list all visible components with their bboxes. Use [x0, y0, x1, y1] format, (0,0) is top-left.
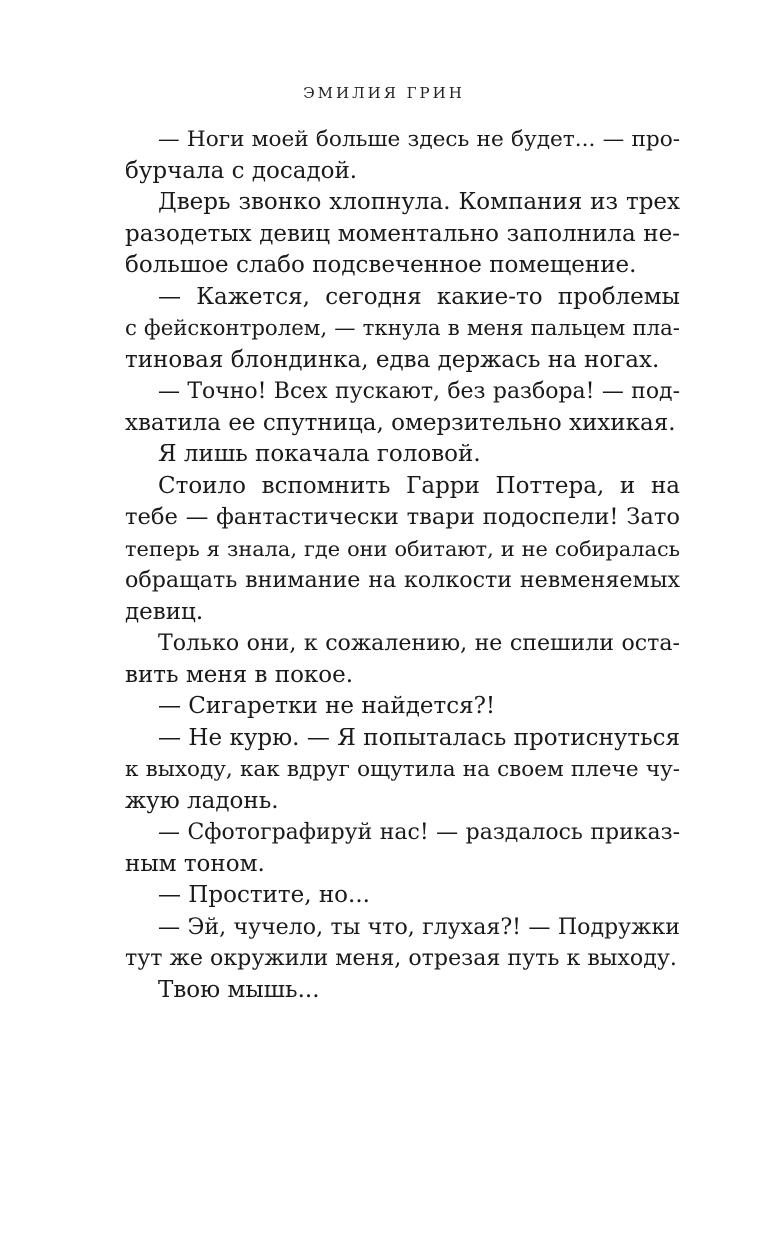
text-line: с фейсконтролем, — ткнула в меня пальцем пла-: [125, 316, 680, 341]
text-line: девиц.: [125, 598, 204, 625]
text-line: ным тоном.: [125, 850, 265, 877]
text-line: хватила ее спутница, омерзительно хихикая.: [125, 409, 676, 436]
text-line: Только они, к сожалению, не спешили оста-: [158, 630, 680, 656]
text-line: тут же окружили меня, отрезая путь к выходу.: [125, 945, 677, 971]
text-line: — Точно! Всех пускают, без разбора! — под-: [158, 379, 680, 404]
text-line: тиновая блондинка, едва держась на ногах.: [125, 346, 660, 373]
running-head: ЭМИЛИЯ ГРИН: [303, 84, 465, 102]
text-line: — Простите, но...: [158, 882, 370, 908]
text-line: Стоило вспомнить Гарри Поттера, и на: [158, 472, 680, 499]
text-line: тебе — фантастически твари подоспели! Зато: [125, 504, 680, 530]
text-line: к выходу, как вдруг ощутила на своем плече чу-: [125, 757, 680, 782]
text-line: Дверь звонко хлопнула. Компания из трех: [158, 189, 680, 215]
text-line: — Сфотографируй нас! — раздалось приказ-: [158, 820, 680, 845]
text-line: вить меня в покое.: [125, 661, 354, 688]
text-line: жую ладонь.: [125, 787, 279, 814]
text-line: — Сигаретки не найдется?!: [158, 693, 496, 719]
text-line: большое слабо подсвеченное помещение.: [125, 252, 637, 278]
text-line: бурчала с досадой.: [125, 157, 358, 184]
text-line: — Кажется, сегодня какие-то проблемы: [158, 283, 680, 310]
text-line: разодетых девиц моментально заполнила не-: [125, 220, 680, 247]
text-line: — Ноги моей больше здесь не будет... — про-: [158, 127, 680, 152]
text-line: Твою мышь...: [158, 976, 320, 1003]
text-line: — Эй, чучело, ты что, глухая?! — Подружки: [158, 914, 680, 940]
text-line: Я лишь покачала головой.: [158, 441, 481, 467]
text-line: теперь я знала, где они обитают, и не собиралась: [125, 536, 680, 561]
body-text: [125, 124, 680, 1006]
text-line: обращать внимание на колкости невменяемых: [125, 567, 680, 593]
text-line: — Не курю. — Я попыталась протиснуться: [158, 724, 680, 751]
